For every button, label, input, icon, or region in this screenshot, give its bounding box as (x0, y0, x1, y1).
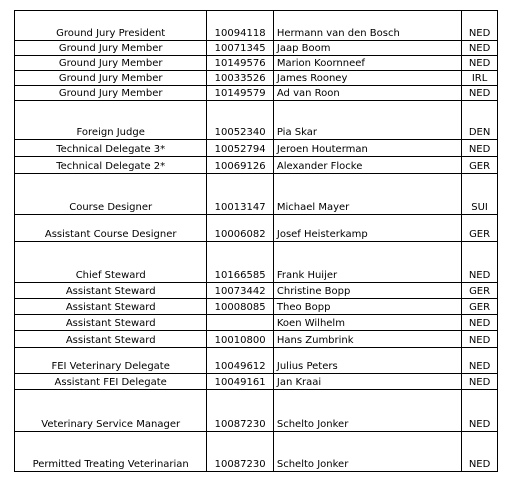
name-cell: Julius Peters (273, 348, 461, 374)
name-cell: Frank Huijer (273, 242, 461, 283)
nation-cell: NED (462, 242, 498, 283)
table-row (15, 390, 498, 432)
name-cell: Hermann van den Bosch (273, 11, 461, 41)
role-cell: Foreign Judge (15, 101, 207, 140)
table-row (15, 56, 498, 71)
role-cell: Ground Jury Member (15, 71, 207, 86)
role-cell: Ground Jury Member (15, 86, 207, 101)
table-row (15, 157, 498, 174)
table-row (15, 71, 498, 86)
nation-cell: GER (462, 283, 498, 299)
fei-id-cell (207, 315, 274, 331)
name-cell: Ad van Roon (273, 86, 461, 101)
name-cell: Koen Wilhelm (273, 315, 461, 331)
nation-cell: SUI (462, 174, 498, 215)
name-cell: Jeroen Houterman (273, 140, 461, 157)
table-row (15, 283, 498, 299)
name-cell: Schelto Jonker (273, 390, 461, 432)
table-row (15, 242, 498, 283)
name-cell: Jaap Boom (273, 41, 461, 56)
table-row (15, 299, 498, 315)
role-cell: Ground Jury President (15, 11, 207, 41)
table-row (15, 432, 498, 472)
role-cell: Permitted Treating Veterinarian (15, 432, 207, 472)
role-cell: Assistant FEI Delegate (15, 374, 207, 390)
fei-id-cell: 10166585 (207, 242, 274, 283)
nation-cell: NED (462, 41, 498, 56)
table-row (15, 101, 498, 140)
nation-cell: GER (462, 299, 498, 315)
name-cell: Schelto Jonker (273, 432, 461, 472)
table-row (15, 331, 498, 348)
name-cell: Josef Heisterkamp (273, 215, 461, 242)
name-cell: Pia Skar (273, 101, 461, 140)
fei-id-cell: 10149576 (207, 56, 274, 71)
role-cell: Ground Jury Member (15, 41, 207, 56)
role-cell: Technical Delegate 3* (15, 140, 207, 157)
nation-cell: NED (462, 331, 498, 348)
fei-id-cell: 10087230 (207, 432, 274, 472)
name-cell: Hans Zumbrink (273, 331, 461, 348)
table-row (15, 140, 498, 157)
fei-id-cell: 10033526 (207, 71, 274, 86)
fei-id-cell: 10149579 (207, 86, 274, 101)
table-row (15, 174, 498, 215)
role-cell: Assistant Steward (15, 299, 207, 315)
nation-cell: NED (462, 348, 498, 374)
fei-id-cell: 10049161 (207, 374, 274, 390)
name-cell: Marion Koornneef (273, 56, 461, 71)
role-cell: Chief Steward (15, 242, 207, 283)
table-row (15, 86, 498, 101)
nation-cell: NED (462, 140, 498, 157)
role-cell: Veterinary Service Manager (15, 390, 207, 432)
fei-id-cell: 10049612 (207, 348, 274, 374)
nation-cell: NED (462, 374, 498, 390)
fei-id-cell: 10052340 (207, 101, 274, 140)
table-row (15, 348, 498, 374)
fei-id-cell: 10071345 (207, 41, 274, 56)
fei-id-cell: 10087230 (207, 390, 274, 432)
fei-id-cell: 10069126 (207, 157, 274, 174)
fei-id-cell: 10094118 (207, 11, 274, 41)
role-cell: Assistant Steward (15, 331, 207, 348)
table-row (15, 41, 498, 56)
role-cell: Technical Delegate 2* (15, 157, 207, 174)
role-cell: Course Designer (15, 174, 207, 215)
nation-cell: NED (462, 86, 498, 101)
fei-id-cell: 10010800 (207, 331, 274, 348)
table-row (15, 315, 498, 331)
name-cell: Theo Bopp (273, 299, 461, 315)
name-cell: Christine Bopp (273, 283, 461, 299)
table-row (15, 215, 498, 242)
role-cell: Assistant Course Designer (15, 215, 207, 242)
nation-cell: GER (462, 157, 498, 174)
role-cell: Assistant Steward (15, 315, 207, 331)
role-cell: Assistant Steward (15, 283, 207, 299)
name-cell: Michael Mayer (273, 174, 461, 215)
nation-cell: NED (462, 11, 498, 41)
name-cell: Alexander Flocke (273, 157, 461, 174)
fei-id-cell: 10006082 (207, 215, 274, 242)
role-cell: Ground Jury Member (15, 56, 207, 71)
table-row (15, 374, 498, 390)
name-cell: Jan Kraai (273, 374, 461, 390)
nation-cell: NED (462, 390, 498, 432)
table-row (15, 11, 498, 41)
officials-table (14, 10, 498, 472)
name-cell: James Rooney (273, 71, 461, 86)
fei-id-cell: 10008085 (207, 299, 274, 315)
nation-cell: NED (462, 56, 498, 71)
fei-id-cell: 10052794 (207, 140, 274, 157)
nation-cell: NED (462, 315, 498, 331)
nation-cell: NED (462, 432, 498, 472)
role-cell: FEI Veterinary Delegate (15, 348, 207, 374)
fei-id-cell: 10073442 (207, 283, 274, 299)
nation-cell: IRL (462, 71, 498, 86)
fei-id-cell: 10013147 (207, 174, 274, 215)
nation-cell: GER (462, 215, 498, 242)
nation-cell: DEN (462, 101, 498, 140)
